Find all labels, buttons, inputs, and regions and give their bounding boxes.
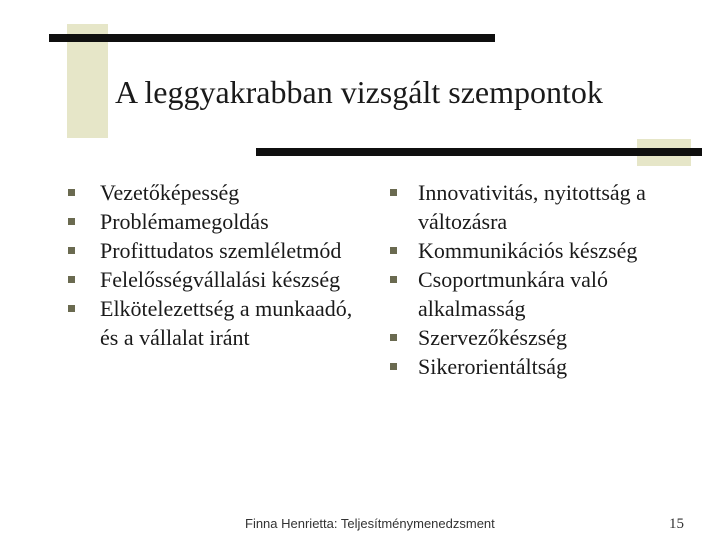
list-item — [64, 236, 374, 265]
list-item — [64, 178, 374, 207]
list-item-text: Csoportmunkára való alkalmasság — [418, 267, 609, 321]
list-item — [390, 323, 690, 352]
square-bullet-icon — [390, 247, 397, 254]
list-item — [390, 265, 690, 323]
list-item — [64, 294, 374, 352]
list-item-text: Elkötelezettség a munkaadó, és a vállalat iránt — [100, 296, 353, 350]
square-bullet-icon — [68, 247, 75, 254]
right-bullet-list — [390, 178, 690, 381]
left-bullet-list — [64, 178, 374, 352]
square-bullet-icon — [390, 276, 397, 283]
square-bullet-icon — [68, 218, 75, 225]
decorative-bar-bottom — [256, 148, 702, 156]
list-item — [390, 178, 690, 236]
slide-title: A leggyakrabban vizsgált szempontok — [115, 74, 603, 110]
square-bullet-icon — [68, 305, 75, 312]
slide-footer: Finna Henrietta: Teljesítménymenedzsment — [245, 516, 495, 531]
list-item-text: Vezetőképesség — [100, 180, 240, 205]
list-item-text: Felelősségvállalási készség — [100, 267, 341, 292]
list-item — [64, 265, 374, 294]
list-item — [390, 352, 690, 381]
square-bullet-icon — [390, 189, 397, 196]
list-item-text: Kommunikációs készség — [418, 238, 638, 263]
square-bullet-icon — [68, 189, 75, 196]
list-item-text: Innovativitás, nyitottság a változásra — [418, 180, 646, 234]
list-item-text: Sikerorientáltság — [418, 354, 568, 379]
page-number: 15 — [669, 516, 684, 532]
square-bullet-icon — [68, 276, 75, 283]
list-item — [390, 236, 690, 265]
square-bullet-icon — [390, 334, 397, 341]
list-item-text: Szervezőkészség — [418, 325, 568, 350]
list-item-text: Profittudatos szemléletmód — [100, 238, 342, 263]
list-item — [64, 207, 374, 236]
square-bullet-icon — [390, 363, 397, 370]
decorative-bar-top — [49, 34, 495, 42]
list-item-text: Problémamegoldás — [100, 209, 269, 234]
